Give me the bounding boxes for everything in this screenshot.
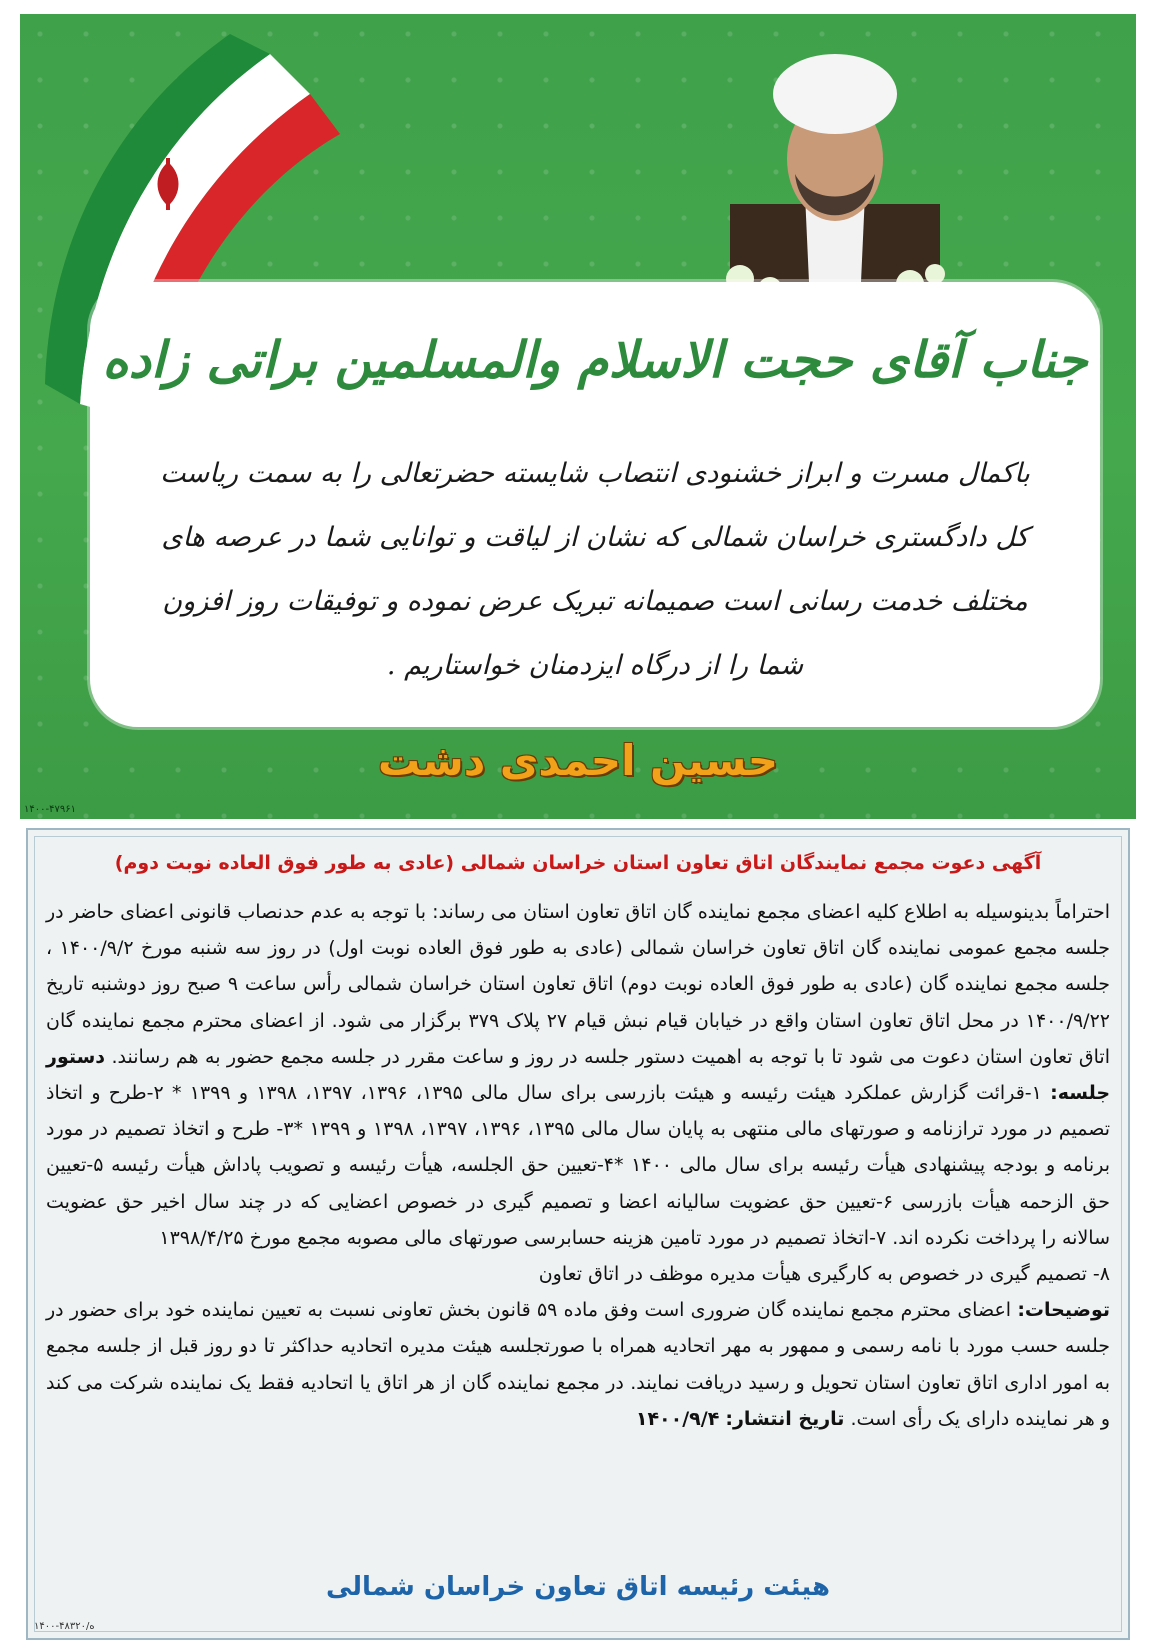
invitation-notice (26, 828, 1130, 1640)
notes-label: توضیحات: (1017, 1299, 1110, 1322)
agenda-item-8: ۸- تصمیم گیری در خصوص به کارگیری هیأت مدیره موظف در اتاق تعاون (538, 1263, 1110, 1286)
agenda-text: ۱-قرائت گزارش عملکرد هیئت رئیسه و هیئت بازرسی برای سال مالی ۱۳۹۵، ۱۳۹۶، ۱۳۹۷، ۱۳۹۸ و ۱۳۹۹ * ۲-طرح و اتخاذ تصمیم در مورد ترازنامه و صورتهای مالی منتهی به پایان سال مالی ۱۳۹۵، ۱۳۹۶، ۱۳۹۷، ۱۳۹۸ و ۱۳۹۹ *۳- طرح و اتخاذ تصمیم در مورد برنامه و بودجه پیشنهادی هیأت رئیسه برای سال مالی ۱۴۰۰ *۴-تعیین حق الجلسه، هیأت رئیسه و تصویب پاداش هیأت رئیسه ۵-تعیین حق الزحمه هیأت بازرسی ۶-تعیین حق عضویت سالیانه اعضا و تصمیم گیری در خصوص اعضایی که در چند سال اخیر حق عضویت سالانه را پرداخت نکرده اند. ۷-اتخاذ تصمیم در مورد تامین هزینه حسابرسی صورتهای مالی مصوبه مجمع مورخ ۱۳۹۸/۴/۲۵ (46, 1082, 1110, 1249)
banner-ad-code: ۱۴۰۰-۴۷۹۶۱ (24, 804, 76, 815)
notice-body (46, 894, 1110, 1437)
notes-text: اعضای محترم مجمع نماینده گان ضروری است وفق ماده ۵۹ قانون بخش تعاونی نسبت به تعیین نماینده خود برای حضور در جلسه حسب مورد با نامه رسمی و ممهور به مهر اتحادیه همراه با صورتجلسه هیئت مدیره اتحادیه حداکثر تا دو روز قبل از جلسه مجمع به امور اداری اتاق تعاون استان تحویل و رسید دریافت نمایند. در مجمع نماینده گان از هر اتاق یا اتحادیه فقط یک نماینده شرکت می کند و هر نماینده دارای یک رأی است. (46, 1299, 1110, 1430)
notice-title: آگهی دعوت مجمع نمایندگان اتاق تعاون استان خراسان شمالی (عادی به طور فوق العاده نوبت دوم) (114, 852, 1042, 874)
honorific-title: جناب آقای حجت الاسلام والمسلمین براتی زاده (102, 330, 1088, 389)
publish-date-label: تاریخ انتشار: (725, 1407, 845, 1430)
notice-ad-code: ۱۴۰۰-۴۸۳۲۰/ه (34, 1621, 95, 1632)
congratulation-card (90, 282, 1100, 727)
congratulation-banner (20, 14, 1136, 819)
publish-date: ۱۴۰۰/۹/۴ (635, 1407, 720, 1430)
signer-name: حسین احمدی دشت (377, 736, 779, 785)
notice-intro: احتراماً بدینوسیله به اطلاع کلیه اعضای مجمع نماینده گان اتاق تعاون استان می رساند: با توجه به عدم حدنصاب قانونی اعضای حاضر در جلسه مجمع عمومی نماینده گان اتاق تعاون خراسان شمالی (عادی به طور فوق العاده نوبت اول) در روز سه شنبه مورخ ۱۴۰۰/۹/۲ ، جلسه مجمع نماینده گان (عادی به طور فوق العاده نوبت دوم) اتاق تعاون استان خراسان شمالی رأس ساعت ۹ صبح روز دوشنبه تاریخ ۱۴۰۰/۹/۲۲ در محل اتاق تعاون استان واقع در خیابان قیام نبش قیام ۲۷ پلاک ۳۷۹ برگزار می شود. از اعضای محترم مجمع نماینده گان اتاق تعاون استان دعوت می شود تا با توجه به اهمیت دستور جلسه در روز و ساعت مقرر در جلسه مجمع حضور به هم رسانند. (46, 901, 1110, 1068)
agenda-label: دستور جلسه: (46, 1045, 1111, 1105)
congratulation-message: باکمال مسرت و ابراز خشنودی انتصاب شایسته حضرتعالی را به سمت ریاست کل دادگستری خراسان شمالی که نشان از لیاقت و توانایی شما در عرصه های مختلف خدمت رسانی است صمیمانه تبریک عرض نموده و توفیقات روز افزون شما را از درگاه ایزدمنان خواستاریم . (160, 458, 1030, 681)
board-signature: هیئت رئیسه اتاق تعاون خراسان شمالی (325, 1572, 831, 1602)
portrait-image (710, 44, 960, 304)
